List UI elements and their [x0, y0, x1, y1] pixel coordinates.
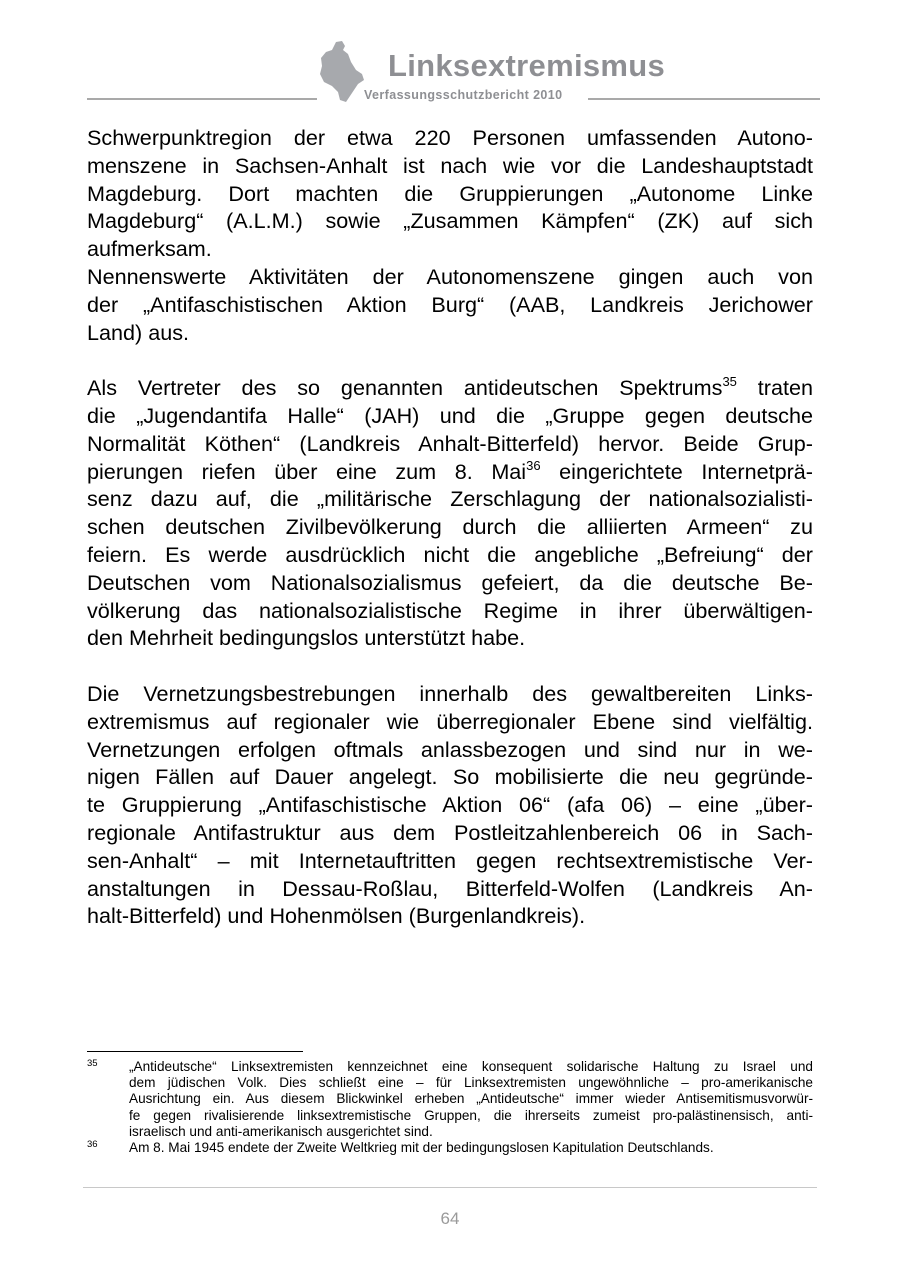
line-text: schen deutschen Zivilbevölkerung durch die alliierten Armeen“ zu: [87, 514, 813, 540]
text-line: [87, 485, 813, 513]
text-line: [87, 235, 813, 263]
line-text: sen-Anhalt“ – mit Internetauftritten gegen rechtsextremistische Ver-: [87, 847, 813, 873]
footnote-reference: 36: [526, 457, 541, 473]
line-text: pierungen riefen über eine zum 8. Mai: [87, 458, 527, 484]
line-text: völkerung das nationalsozialistische Regime in ihrer überwältigen-: [87, 597, 813, 623]
text-line: [87, 319, 813, 347]
footnote-line: dem jüdischen Volk. Dies schließt eine – für Linksextremisten ungewöhnliche – pro-amerikanische: [129, 1075, 813, 1091]
footnote-reference: 35: [722, 374, 737, 390]
line-text: Normalität Köthen“ (Landkreis Anhalt-Bitterfeld) hervor. Beide Grup-: [87, 430, 813, 456]
text-line: [87, 624, 813, 652]
line-text: den Mehrheit bedingungslos unterstützt habe.: [87, 625, 526, 651]
line-text: Nennenswerte Aktivitäten der Autonomenszene gingen auch von: [87, 263, 813, 289]
line-text: die „Jugendantifa Halle“ (JAH) und die „Gruppe gegen deutsche: [87, 402, 813, 428]
text-line: [87, 708, 813, 736]
footnote-line: „Antideutsche“ Linksextremisten kennzeichnet eine konsequent solidarische Haltung zu Israel und: [129, 1059, 813, 1074]
footnote-line: Ausrichtung ein. Aus diesem Blickwinkel erheben „Antideutsche“ immer wieder Antisemitismusvorwür-: [129, 1091, 813, 1107]
text-line: [87, 430, 813, 458]
page-number: 64: [440, 1209, 460, 1228]
text-line: [87, 374, 813, 402]
text-line: [87, 402, 813, 430]
paragraph: [87, 124, 813, 346]
footer-rule: [83, 1187, 817, 1188]
line-text: Magdeburg“ (A.L.M.) sowie „Zusammen Kämpfen“ (ZK) auf sich: [87, 208, 813, 234]
text-line: [87, 152, 813, 180]
line-text: senz dazu auf, die „militärische Zerschlagung der nationalsozialisti-: [87, 486, 813, 512]
header-subtitle: Verfassungsschutzbericht 2010: [364, 88, 563, 102]
line-text: extremismus auf regionaler wie überregionaler Ebene sind vielfältig.: [87, 708, 813, 734]
line-text: Vernetzungen erfolgen oftmals anlassbezogen und sind nur in we-: [87, 736, 813, 762]
line-text: Land) aus.: [87, 319, 190, 345]
text-line: [87, 902, 813, 930]
line-text: menszene in Sachsen-Anhalt ist nach wie vor die Landeshauptstadt: [87, 152, 813, 178]
footnote-number: 36: [87, 1139, 98, 1151]
text-line: [87, 763, 813, 791]
footnote-number: 35: [87, 1058, 98, 1069]
text-line: [87, 847, 813, 875]
footnotes: [87, 1059, 813, 1156]
text-line: [87, 819, 813, 847]
line-text: regionale Antifastruktur aus dem Postleitzahlenbereich 06 in Sach-: [87, 819, 813, 845]
text-line: [87, 207, 813, 235]
footnote: [87, 1140, 813, 1156]
text-line: [87, 597, 813, 625]
text-line: [87, 124, 813, 152]
text-line: [87, 291, 813, 319]
sachsen-anhalt-map-icon: [318, 40, 370, 104]
text-line: [87, 458, 813, 486]
line-text: Die Vernetzungsbestrebungen innerhalb des gewaltbereiten Links-: [87, 680, 813, 706]
line-text: Als Vertreter des so genannten antideutschen Spektrums: [87, 375, 723, 401]
line-text: anstaltungen in Dessau-Roßlau, Bitterfeld-Wolfen (Landkreis An-: [87, 875, 813, 901]
line-text: traten: [736, 375, 814, 401]
paragraph: [87, 680, 813, 930]
text-line: [87, 541, 813, 569]
text-line: [87, 736, 813, 764]
text-line: [87, 569, 813, 597]
header-rule-right: [588, 98, 820, 100]
line-text: Schwerpunktregion der etwa 220 Personen umfassenden Autono-: [87, 125, 813, 150]
header-rule-left: [87, 98, 317, 100]
line-text: aufmerksam.: [87, 236, 212, 262]
paragraph-gap: [87, 652, 813, 680]
footnote-line: Am 8. Mai 1945 endete der Zweite Weltkrieg mit der bedingungslosen Kapitulation Deutschlands.: [129, 1140, 714, 1156]
text-line: [87, 513, 813, 541]
line-text: te Gruppierung „Antifaschistische Aktion 06“ (afa 06) – eine „über-: [87, 792, 813, 818]
line-text: der „Antifaschistischen Aktion Burg“ (AAB, Landkreis Jerichower: [87, 291, 813, 317]
text-line: [87, 875, 813, 903]
footnote-rule: [87, 1051, 303, 1052]
line-text: Deutschen vom Nationalsozialismus gefeiert, da die deutsche Be-: [87, 569, 813, 595]
line-text: eingerichtete Internetprä-: [540, 458, 813, 484]
line-text: nigen Fällen auf Dauer angelegt. So mobilisierte die neu gegründe-: [87, 764, 813, 790]
text-line: [87, 180, 813, 208]
paragraph: [87, 374, 813, 652]
body-text: [87, 124, 813, 930]
line-text: feiern. Es werde ausdrücklich nicht die angebliche „Befreiung“ der: [87, 541, 813, 567]
text-line: [87, 791, 813, 819]
footnote: [87, 1059, 813, 1140]
text-line: [87, 263, 813, 291]
footnote-line: fe gegen rivalisierende linksextremistische Gruppen, die ihrerseits zumeist pro-palästinensisch, anti-: [129, 1107, 813, 1123]
text-line: [87, 680, 813, 708]
line-text: Magdeburg. Dort machten die Gruppierungen „Autonome Linke: [87, 180, 813, 206]
paragraph-gap: [87, 346, 813, 374]
footnote-line: israelisch und anti-amerikanisch ausgerichtet sind.: [129, 1123, 433, 1139]
header-title: Linksextremismus: [388, 48, 666, 83]
line-text: halt-Bitterfeld) und Hohenmölsen (Burgenlandkreis).: [87, 903, 586, 929]
